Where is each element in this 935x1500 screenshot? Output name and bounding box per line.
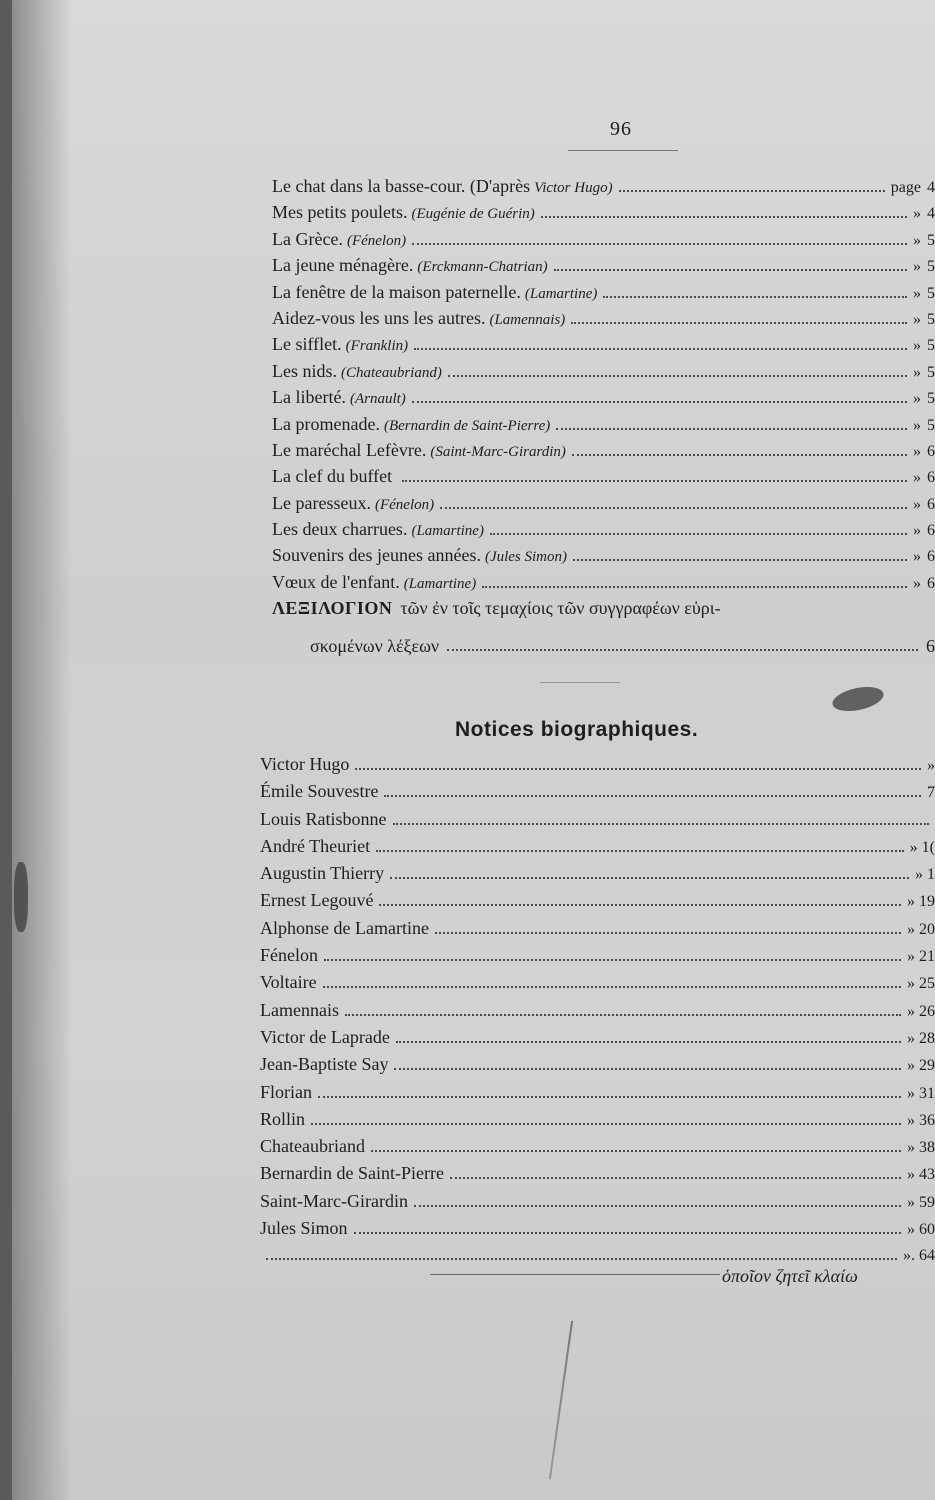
bio-entry-page: » 26 — [907, 1002, 935, 1020]
toc-entry-page: 5 — [927, 310, 935, 328]
bio-entry-page: » 19 — [907, 893, 935, 911]
toc-entry — [272, 308, 935, 334]
dot-leader — [379, 892, 901, 907]
toc-entry-page: 6 — [927, 442, 935, 460]
bio-entry-name: Bernardin de Saint-Pierre — [260, 1163, 444, 1184]
bio-entry — [260, 1136, 935, 1163]
bio-entry-page: » 31 — [907, 1084, 935, 1102]
bio-entry-page: 7 — [927, 784, 935, 802]
toc-entry-page: 6 — [927, 548, 935, 566]
bio-entry-page: » 1 — [915, 866, 935, 884]
dot-leader — [440, 494, 907, 509]
bio-entry-page: » 25 — [907, 975, 935, 993]
toc-entry-author: Victor Hugo) — [534, 180, 613, 196]
toc-entry-title: La clef du buffet — [272, 466, 393, 487]
toc-entry — [272, 229, 935, 255]
toc-entry — [272, 255, 935, 281]
toc-entry-page-label: » — [913, 337, 921, 355]
bio-entry-page: » 36 — [907, 1111, 935, 1129]
toc-entry-page-label: » — [913, 231, 921, 249]
bio-entry — [260, 1163, 935, 1190]
bio-entry — [260, 1054, 935, 1081]
toc-entry-page: 5 — [927, 416, 935, 434]
header-rule — [568, 150, 678, 151]
bio-entry — [260, 754, 935, 781]
dot-leader — [345, 1001, 901, 1016]
toc-entry-author: (Lamartine) — [411, 523, 484, 540]
dot-leader — [394, 1056, 901, 1071]
bio-entry-page: » 43 — [907, 1166, 935, 1184]
footer-text: ὁποῖον ζητεῖ κλαίω — [722, 1266, 858, 1286]
section-title: Notices biographiques. — [455, 718, 699, 741]
toc-entry-author: (Erckmann-Chatrian) — [417, 259, 548, 276]
bio-entry-name: Alphonse de Lamartine — [260, 917, 429, 938]
dot-leader — [402, 468, 907, 483]
toc-entry — [272, 519, 935, 545]
toc-entry-title: La jeune ménagère. — [272, 255, 414, 276]
toc-entry-title: Vœux de l'enfant. — [272, 571, 400, 592]
toc-entry-title: Souvenirs des jeunes années. — [272, 545, 481, 566]
toc-entry-author: (Lamartine) — [403, 575, 477, 592]
dot-leader — [355, 755, 921, 770]
bio-entry — [260, 809, 935, 836]
bio-entry-name: Émile Souvestre — [260, 781, 379, 802]
toc-entry-author: (Eugénie de Guérin) — [411, 206, 535, 223]
toc-entry-title: La fenêtre de la maison paternelle. — [272, 281, 521, 302]
toc-entry-author: (Franklin) — [345, 338, 409, 355]
bio-entry — [260, 972, 935, 999]
toc-entry-page-label: » — [913, 522, 921, 540]
dot-leader — [396, 1028, 901, 1043]
ink-stain — [830, 683, 885, 715]
bio-entry-name: Jean-Baptiste Say — [260, 1054, 389, 1075]
ink-stain — [14, 862, 28, 932]
toc-entry-page: 4 — [927, 205, 935, 223]
bio-entry-page: » 21 — [907, 948, 935, 966]
dot-leader — [354, 1219, 901, 1234]
bio-entry — [260, 918, 935, 945]
bio-entry-name: Florian — [260, 1081, 312, 1102]
dot-leader — [412, 389, 907, 404]
bio-entry — [260, 836, 935, 863]
dot-leader — [482, 573, 907, 588]
dot-leader — [554, 257, 907, 272]
bio-entry-page: » 20 — [907, 920, 935, 938]
dot-leader — [393, 810, 930, 825]
dot-leader — [571, 309, 907, 324]
bio-entry-name: Chateaubriand — [260, 1136, 365, 1157]
toc-entry-page: 5 — [927, 390, 935, 408]
bio-entry — [260, 1027, 935, 1054]
lexicon-line-2 — [310, 636, 935, 657]
bio-entry — [260, 945, 935, 972]
table-of-contents — [272, 176, 935, 625]
toc-entry — [272, 466, 935, 492]
bio-entry-name: Victor Hugo — [260, 754, 350, 774]
toc-entry-page: 5 — [927, 363, 935, 381]
toc-entry-page-label: » — [913, 416, 921, 434]
page-number: 96 — [610, 118, 632, 140]
lexicon-page: 6 — [926, 636, 935, 656]
toc-entry-page-label: » — [913, 495, 921, 513]
toc-entry-page: 6 — [927, 522, 935, 540]
toc-entry-title: La promenade. — [272, 413, 380, 434]
lexicon-heading: ΛΕΞΙΛΟΓΙΟΝ — [272, 598, 393, 619]
dot-leader — [323, 974, 901, 989]
dot-leader — [448, 362, 907, 377]
toc-entry-page: 6 — [927, 469, 935, 487]
dot-leader — [414, 1192, 901, 1207]
toc-entry-page: 6 — [927, 495, 935, 513]
toc-entry — [272, 282, 935, 308]
toc-entry-page: 5 — [927, 258, 935, 276]
bio-entry-name: Ernest Legouvé — [260, 890, 374, 911]
toc-entry-author: (Jules Simon) — [484, 549, 568, 566]
toc-entry-author: (Arnault) — [349, 391, 406, 408]
toc-entry-title: La liberté. — [272, 387, 346, 408]
toc-entry-page-label: » — [913, 390, 921, 408]
bio-entry-name: Fénelon — [260, 945, 318, 966]
toc-entry-author: (Fénelon) — [346, 232, 407, 249]
bio-entry-page: ». 64 — [903, 1246, 935, 1264]
lexicon-line-1: τῶν ἐν τοῖς τεμαχίοις τῶν συγγραφέων εὑρι- — [400, 598, 721, 619]
toc-entry — [272, 414, 935, 440]
bio-entry-page: » 29 — [907, 1057, 935, 1075]
dot-leader — [384, 783, 921, 798]
toc-entry-author: (Fénelon) — [374, 496, 435, 513]
toc-entry-page: 5 — [927, 231, 935, 249]
toc-entry-author: (Lamartine) — [524, 285, 598, 302]
toc-entry-author: (Bernardin de Saint-Pierre) — [383, 417, 551, 434]
toc-entry — [272, 176, 935, 202]
toc-entry-page-label: » — [913, 258, 921, 276]
toc-entry-title: Le maréchal Lefèvre. — [272, 439, 427, 460]
bio-entry-page: » 59 — [907, 1193, 935, 1211]
dot-leader — [572, 441, 907, 456]
bio-entry — [260, 1109, 935, 1136]
toc-entry-page-label: » — [913, 442, 921, 460]
dot-leader — [435, 919, 901, 934]
bio-entry-name: Voltaire — [260, 972, 317, 993]
toc-entry-page-label: » — [913, 363, 921, 381]
bio-entry-name: André Theuriet — [260, 835, 371, 856]
bio-entry — [260, 1218, 935, 1245]
bio-entry-page: » — [927, 757, 935, 774]
toc-entry — [272, 493, 935, 519]
bio-entry-page: » 1( — [909, 838, 935, 856]
bio-entry — [260, 1000, 935, 1027]
bio-entry — [260, 781, 935, 808]
dot-leader — [371, 1138, 901, 1153]
bio-entry-name: Rollin — [260, 1108, 306, 1129]
toc-entry-page-label: » — [913, 548, 921, 566]
bio-entry — [260, 890, 935, 917]
toc-entry-page: 5 — [927, 284, 935, 302]
toc-entry-title: Mes petits poulets. — [272, 202, 408, 223]
bio-entry-name: Lamennais — [260, 999, 339, 1020]
footer-rule — [430, 1274, 720, 1275]
toc-entry — [272, 334, 935, 360]
bio-entry-name: Jules Simon — [260, 1218, 348, 1239]
toc-entry-author: (Lamennais) — [489, 311, 566, 328]
toc-entry — [272, 202, 935, 228]
bio-entry-name: Augustin Thierry — [260, 863, 385, 884]
toc-entry — [272, 572, 935, 598]
dot-leader — [324, 946, 901, 961]
lexicon-entry — [272, 598, 935, 624]
toc-entry-page-label: » — [913, 469, 921, 487]
toc-entry-author: (Saint-Marc-Girardin) — [430, 443, 566, 460]
toc-entry-page-label: page — [890, 179, 921, 196]
bio-entry-name: Saint-Marc-Girardin — [260, 1190, 408, 1211]
dot-leader — [541, 204, 907, 219]
biographical-notices-list — [260, 754, 935, 1273]
dot-leader — [490, 520, 907, 535]
toc-entry-title: Les deux charrues. — [272, 519, 408, 540]
dot-leader — [390, 865, 909, 880]
bio-entry — [260, 1082, 935, 1109]
dot-leader — [318, 1083, 901, 1098]
toc-entry-title: La Grèce. — [272, 228, 343, 249]
dot-leader — [412, 230, 907, 245]
bio-entry-page: » 28 — [907, 1029, 935, 1047]
toc-entry — [272, 545, 935, 571]
toc-entry-title: Le chat dans la basse-cour. (D'après — [272, 176, 531, 196]
bio-entry — [260, 863, 935, 890]
toc-entry-page: 5 — [927, 337, 935, 355]
toc-entry-page-label: » — [913, 284, 921, 302]
dot-leader — [556, 415, 907, 430]
bio-entry-page: » 60 — [907, 1221, 935, 1239]
toc-entry-title: Aidez-vous les uns les autres. — [272, 307, 486, 328]
toc-entry-title: Les nids. — [272, 360, 337, 381]
toc-entry — [272, 361, 935, 387]
section-divider — [540, 682, 620, 683]
dot-leader — [619, 177, 885, 192]
toc-entry-author: (Chateaubriand) — [341, 364, 442, 381]
dot-leader — [447, 636, 918, 651]
dot-leader — [266, 1245, 897, 1260]
bio-entry-page: » 38 — [907, 1139, 935, 1157]
toc-entry — [272, 387, 935, 413]
toc-entry — [272, 440, 935, 466]
toc-entry-page-label: » — [913, 574, 921, 592]
lexicon-line-2-text: σκομένων λέξεων — [310, 636, 440, 656]
toc-entry-page: 4 — [927, 179, 935, 196]
toc-entry-title: Le paresseux. — [272, 492, 371, 513]
dot-leader — [376, 837, 904, 852]
toc-entry-page-label: » — [913, 310, 921, 328]
bio-entry-name: Victor de Laprade — [260, 1026, 390, 1047]
toc-entry-page-label: » — [913, 205, 921, 223]
dot-leader — [311, 1110, 901, 1125]
dot-leader — [414, 336, 907, 351]
bio-entry — [260, 1191, 935, 1218]
toc-entry-page: 6 — [927, 574, 935, 592]
dot-leader — [603, 283, 907, 298]
dot-leader — [450, 1165, 901, 1180]
dot-leader — [573, 547, 907, 562]
bio-entry-name: Louis Ratisbonne — [260, 808, 387, 829]
toc-entry-title: Le sifflet. — [272, 334, 342, 355]
